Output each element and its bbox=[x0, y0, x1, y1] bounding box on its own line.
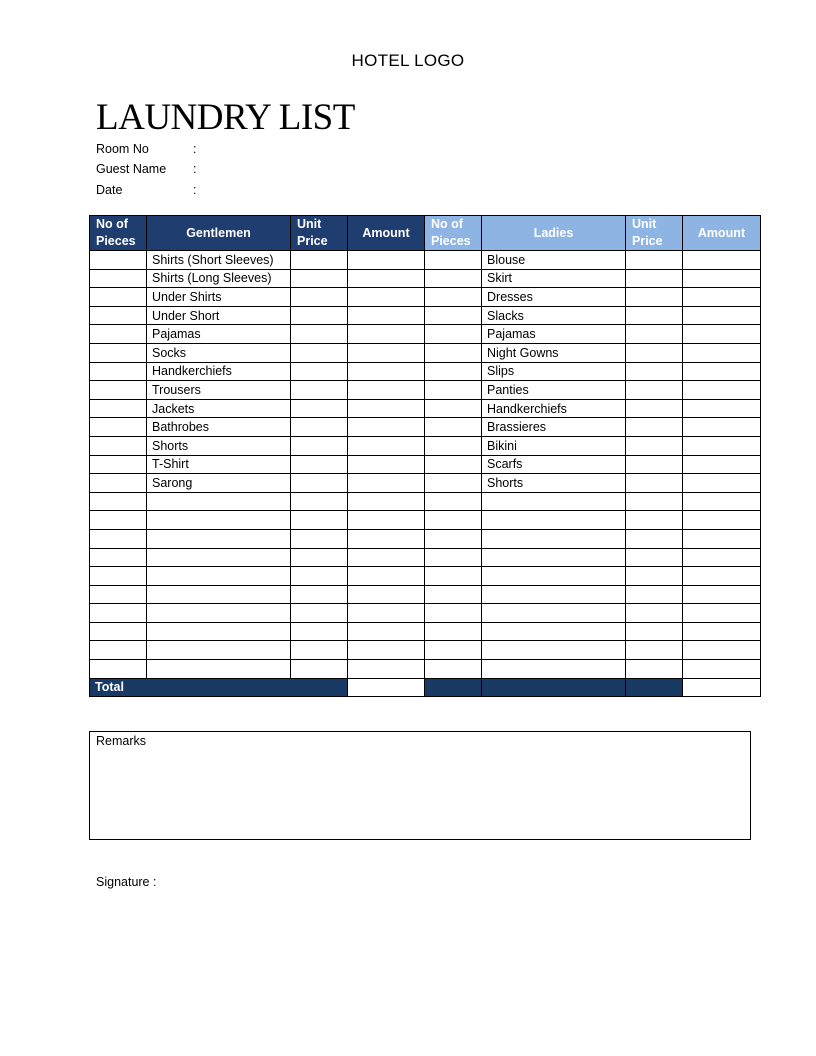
gents-amount-cell[interactable] bbox=[348, 399, 425, 418]
ladies-pieces-cell[interactable] bbox=[425, 474, 482, 493]
table-row bbox=[90, 660, 761, 679]
gents-unit-price-cell[interactable] bbox=[291, 492, 348, 511]
gents-amount-cell[interactable] bbox=[348, 604, 425, 623]
table-header-row bbox=[90, 216, 761, 251]
gents-item-cell bbox=[147, 548, 291, 567]
gents-item-cell: Under Shirts bbox=[147, 288, 291, 307]
header-gentlemen: Gentlemen bbox=[147, 216, 291, 251]
total-ladies-pieces-cell bbox=[425, 678, 482, 697]
gents-amount-cell[interactable] bbox=[348, 343, 425, 362]
table-row bbox=[90, 529, 761, 548]
remarks-box[interactable] bbox=[89, 731, 751, 840]
guest-name-row bbox=[96, 162, 196, 176]
gents-item-cell: Sarong bbox=[147, 474, 291, 493]
ladies-pieces-cell[interactable] bbox=[425, 622, 482, 641]
gents-pieces-cell[interactable] bbox=[90, 436, 147, 455]
gents-pieces-cell[interactable] bbox=[90, 660, 147, 679]
ladies-amount-cell[interactable] bbox=[683, 474, 761, 493]
table-row bbox=[90, 288, 761, 307]
ladies-item-cell: Shorts bbox=[482, 474, 626, 493]
signature-label: Signature : bbox=[96, 875, 157, 889]
gents-item-cell: Under Short bbox=[147, 306, 291, 325]
gents-pieces-cell[interactable] bbox=[90, 362, 147, 381]
gents-pieces-cell[interactable] bbox=[90, 455, 147, 474]
gents-amount-cell[interactable] bbox=[348, 585, 425, 604]
ladies-item-cell: Blouse bbox=[482, 251, 626, 270]
ladies-amount-cell[interactable] bbox=[683, 529, 761, 548]
gents-amount-cell[interactable] bbox=[348, 269, 425, 288]
ladies-item-cell: Pajamas bbox=[482, 325, 626, 344]
gents-unit-price-cell[interactable] bbox=[291, 362, 348, 381]
ladies-pieces-cell[interactable] bbox=[425, 418, 482, 437]
gents-item-cell: Handkerchiefs bbox=[147, 362, 291, 381]
table-row bbox=[90, 511, 761, 530]
ladies-item-cell bbox=[482, 604, 626, 623]
ladies-amount-cell[interactable] bbox=[683, 511, 761, 530]
ladies-pieces-cell[interactable] bbox=[425, 288, 482, 307]
header-ladies: Ladies bbox=[482, 216, 626, 251]
header-gents-unit-price: Unit Price bbox=[291, 216, 348, 251]
table-row bbox=[90, 641, 761, 660]
ladies-item-cell bbox=[482, 492, 626, 511]
table-row bbox=[90, 418, 761, 437]
header-ladies-amount: Amount bbox=[683, 216, 761, 251]
gents-pieces-cell[interactable] bbox=[90, 622, 147, 641]
gents-unit-price-cell[interactable] bbox=[291, 455, 348, 474]
gents-unit-price-cell[interactable] bbox=[291, 343, 348, 362]
table-row bbox=[90, 604, 761, 623]
ladies-unit-price-cell[interactable] bbox=[626, 641, 683, 660]
ladies-item-cell bbox=[482, 660, 626, 679]
ladies-amount-cell[interactable] bbox=[683, 362, 761, 381]
room-no-row bbox=[96, 142, 196, 156]
gents-amount-cell[interactable] bbox=[348, 641, 425, 660]
gents-item-cell: T-Shirt bbox=[147, 455, 291, 474]
ladies-pieces-cell[interactable] bbox=[425, 455, 482, 474]
gents-unit-price-cell[interactable] bbox=[291, 660, 348, 679]
page-title: LAUNDRY LIST bbox=[96, 97, 355, 138]
gents-unit-price-cell[interactable] bbox=[291, 288, 348, 307]
ladies-unit-price-cell[interactable] bbox=[626, 325, 683, 344]
ladies-item-cell bbox=[482, 567, 626, 586]
ladies-amount-cell[interactable] bbox=[683, 269, 761, 288]
gents-pieces-cell[interactable] bbox=[90, 604, 147, 623]
gents-pieces-cell[interactable] bbox=[90, 641, 147, 660]
gents-unit-price-cell[interactable] bbox=[291, 306, 348, 325]
gents-item-cell: Shirts (Long Sleeves) bbox=[147, 269, 291, 288]
gents-pieces-cell[interactable] bbox=[90, 269, 147, 288]
gents-item-cell: Jackets bbox=[147, 399, 291, 418]
gents-pieces-cell[interactable] bbox=[90, 492, 147, 511]
header-gents-amount: Amount bbox=[348, 216, 425, 251]
gents-item-cell: Pajamas bbox=[147, 325, 291, 344]
gents-pieces-cell[interactable] bbox=[90, 474, 147, 493]
ladies-unit-price-cell[interactable] bbox=[626, 288, 683, 307]
gents-item-cell bbox=[147, 622, 291, 641]
room-no-colon: : bbox=[193, 142, 197, 156]
ladies-amount-cell[interactable] bbox=[683, 567, 761, 586]
header-gents-pieces: No of Pieces bbox=[90, 216, 147, 251]
ladies-item-cell: Handkerchiefs bbox=[482, 399, 626, 418]
gents-pieces-cell[interactable] bbox=[90, 567, 147, 586]
table-row bbox=[90, 381, 761, 400]
ladies-amount-cell[interactable] bbox=[683, 343, 761, 362]
gents-unit-price-cell[interactable] bbox=[291, 548, 348, 567]
gents-amount-cell[interactable] bbox=[348, 418, 425, 437]
ladies-item-cell: Slips bbox=[482, 362, 626, 381]
gents-unit-price-cell[interactable] bbox=[291, 622, 348, 641]
ladies-item-cell bbox=[482, 529, 626, 548]
gents-item-cell bbox=[147, 585, 291, 604]
ladies-amount-cell[interactable] bbox=[683, 251, 761, 270]
ladies-pieces-cell[interactable] bbox=[425, 548, 482, 567]
gents-pieces-cell[interactable] bbox=[90, 511, 147, 530]
ladies-amount-cell[interactable] bbox=[683, 660, 761, 679]
ladies-unit-price-cell[interactable] bbox=[626, 492, 683, 511]
ladies-pieces-cell[interactable] bbox=[425, 567, 482, 586]
ladies-amount-cell[interactable] bbox=[683, 306, 761, 325]
gents-unit-price-cell[interactable] bbox=[291, 436, 348, 455]
ladies-item-cell: Brassieres bbox=[482, 418, 626, 437]
ladies-amount-cell[interactable] bbox=[683, 455, 761, 474]
date-row bbox=[96, 183, 196, 197]
gents-amount-cell[interactable] bbox=[348, 288, 425, 307]
guest-name-colon: : bbox=[193, 162, 197, 176]
total-ladies-item-cell bbox=[482, 678, 626, 697]
total-ladies-amount-cell[interactable] bbox=[683, 678, 761, 697]
ladies-pieces-cell[interactable] bbox=[425, 269, 482, 288]
gents-item-cell bbox=[147, 492, 291, 511]
table-row bbox=[90, 492, 761, 511]
gents-pieces-cell[interactable] bbox=[90, 529, 147, 548]
ladies-item-cell: Scarfs bbox=[482, 455, 626, 474]
table-row bbox=[90, 567, 761, 586]
table-row bbox=[90, 306, 761, 325]
gents-amount-cell[interactable] bbox=[348, 325, 425, 344]
ladies-pieces-cell[interactable] bbox=[425, 362, 482, 381]
ladies-unit-price-cell[interactable] bbox=[626, 604, 683, 623]
gents-unit-price-cell[interactable] bbox=[291, 641, 348, 660]
gents-item-cell: Bathrobes bbox=[147, 418, 291, 437]
ladies-item-cell: Panties bbox=[482, 381, 626, 400]
ladies-unit-price-cell[interactable] bbox=[626, 622, 683, 641]
ladies-pieces-cell[interactable] bbox=[425, 511, 482, 530]
ladies-item-cell bbox=[482, 511, 626, 530]
gents-item-cell: Shirts (Short Sleeves) bbox=[147, 251, 291, 270]
guest-name-label: Guest Name bbox=[96, 162, 167, 176]
gents-amount-cell[interactable] bbox=[348, 306, 425, 325]
date-colon: : bbox=[193, 183, 197, 197]
ladies-unit-price-cell[interactable] bbox=[626, 436, 683, 455]
ladies-amount-cell[interactable] bbox=[683, 418, 761, 437]
gents-item-cell bbox=[147, 567, 291, 586]
ladies-item-cell bbox=[482, 622, 626, 641]
ladies-pieces-cell[interactable] bbox=[425, 436, 482, 455]
total-row bbox=[90, 678, 761, 697]
ladies-unit-price-cell[interactable] bbox=[626, 306, 683, 325]
ladies-amount-cell[interactable] bbox=[683, 492, 761, 511]
gents-amount-cell[interactable] bbox=[348, 381, 425, 400]
hotel-logo-placeholder: HOTEL LOGO bbox=[351, 51, 465, 70]
gents-amount-cell[interactable] bbox=[348, 529, 425, 548]
ladies-item-cell: Bikini bbox=[482, 436, 626, 455]
ladies-amount-cell[interactable] bbox=[683, 436, 761, 455]
gents-unit-price-cell[interactable] bbox=[291, 269, 348, 288]
ladies-pieces-cell[interactable] bbox=[425, 492, 482, 511]
ladies-pieces-cell[interactable] bbox=[425, 306, 482, 325]
table-row bbox=[90, 455, 761, 474]
ladies-pieces-cell[interactable] bbox=[425, 641, 482, 660]
ladies-unit-price-cell[interactable] bbox=[626, 529, 683, 548]
header-ladies-pieces: No of Pieces bbox=[425, 216, 482, 251]
gents-amount-cell[interactable] bbox=[348, 362, 425, 381]
gents-pieces-cell[interactable] bbox=[90, 288, 147, 307]
ladies-unit-price-cell[interactable] bbox=[626, 548, 683, 567]
gents-unit-price-cell[interactable] bbox=[291, 399, 348, 418]
gents-item-cell bbox=[147, 511, 291, 530]
gents-pieces-cell[interactable] bbox=[90, 325, 147, 344]
gents-pieces-cell[interactable] bbox=[90, 585, 147, 604]
ladies-unit-price-cell[interactable] bbox=[626, 511, 683, 530]
ladies-unit-price-cell[interactable] bbox=[626, 567, 683, 586]
gents-pieces-cell[interactable] bbox=[90, 306, 147, 325]
ladies-amount-cell[interactable] bbox=[683, 585, 761, 604]
header-ladies-unit-price: Unit Price bbox=[626, 216, 683, 251]
gents-unit-price-cell[interactable] bbox=[291, 381, 348, 400]
gents-pieces-cell[interactable] bbox=[90, 418, 147, 437]
gents-unit-price-cell[interactable] bbox=[291, 325, 348, 344]
room-no-label: Room No bbox=[96, 142, 149, 156]
ladies-amount-cell[interactable] bbox=[683, 641, 761, 660]
table-row bbox=[90, 585, 761, 604]
table-row bbox=[90, 474, 761, 493]
gents-item-cell bbox=[147, 660, 291, 679]
ladies-pieces-cell[interactable] bbox=[425, 343, 482, 362]
gents-unit-price-cell[interactable] bbox=[291, 418, 348, 437]
gents-item-cell: Socks bbox=[147, 343, 291, 362]
ladies-item-cell: Dresses bbox=[482, 288, 626, 307]
table-row bbox=[90, 436, 761, 455]
total-ladies-unit-price-cell bbox=[626, 678, 683, 697]
gents-unit-price-cell[interactable] bbox=[291, 511, 348, 530]
remarks-label: Remarks bbox=[96, 734, 147, 748]
ladies-pieces-cell[interactable] bbox=[425, 660, 482, 679]
ladies-pieces-cell[interactable] bbox=[425, 604, 482, 623]
table-row bbox=[90, 269, 761, 288]
ladies-amount-cell[interactable] bbox=[683, 548, 761, 567]
ladies-unit-price-cell[interactable] bbox=[626, 269, 683, 288]
gents-item-cell: Trousers bbox=[147, 381, 291, 400]
ladies-item-cell: Skirt bbox=[482, 269, 626, 288]
ladies-unit-price-cell[interactable] bbox=[626, 660, 683, 679]
ladies-unit-price-cell[interactable] bbox=[626, 418, 683, 437]
ladies-unit-price-cell[interactable] bbox=[626, 455, 683, 474]
gents-amount-cell[interactable] bbox=[348, 455, 425, 474]
ladies-pieces-cell[interactable] bbox=[425, 529, 482, 548]
table-row bbox=[90, 325, 761, 344]
ladies-pieces-cell[interactable] bbox=[425, 381, 482, 400]
ladies-item-cell bbox=[482, 641, 626, 660]
ladies-unit-price-cell[interactable] bbox=[626, 343, 683, 362]
ladies-item-cell: Slacks bbox=[482, 306, 626, 325]
gents-item-cell bbox=[147, 604, 291, 623]
gents-pieces-cell[interactable] bbox=[90, 548, 147, 567]
gents-pieces-cell[interactable] bbox=[90, 399, 147, 418]
table-row bbox=[90, 362, 761, 381]
ladies-item-cell bbox=[482, 585, 626, 604]
gents-pieces-cell[interactable] bbox=[90, 381, 147, 400]
ladies-unit-price-cell[interactable] bbox=[626, 585, 683, 604]
gents-pieces-cell[interactable] bbox=[90, 343, 147, 362]
table-row bbox=[90, 548, 761, 567]
gents-item-cell bbox=[147, 529, 291, 548]
table-row bbox=[90, 399, 761, 418]
ladies-pieces-cell[interactable] bbox=[425, 585, 482, 604]
laundry-table bbox=[89, 215, 761, 697]
ladies-pieces-cell[interactable] bbox=[425, 399, 482, 418]
date-label: Date bbox=[96, 183, 123, 197]
gents-unit-price-cell[interactable] bbox=[291, 474, 348, 493]
total-gents-amount-cell[interactable] bbox=[348, 678, 425, 697]
ladies-unit-price-cell[interactable] bbox=[626, 381, 683, 400]
total-label: Total bbox=[90, 678, 348, 697]
gents-unit-price-cell[interactable] bbox=[291, 604, 348, 623]
gents-amount-cell[interactable] bbox=[348, 492, 425, 511]
ladies-unit-price-cell[interactable] bbox=[626, 399, 683, 418]
ladies-unit-price-cell[interactable] bbox=[626, 474, 683, 493]
ladies-unit-price-cell[interactable] bbox=[626, 362, 683, 381]
gents-amount-cell[interactable] bbox=[348, 511, 425, 530]
table-row bbox=[90, 251, 761, 270]
gents-amount-cell[interactable] bbox=[348, 251, 425, 270]
ladies-amount-cell[interactable] bbox=[683, 604, 761, 623]
table-row bbox=[90, 343, 761, 362]
ladies-unit-price-cell[interactable] bbox=[626, 251, 683, 270]
gents-pieces-cell[interactable] bbox=[90, 251, 147, 270]
gents-amount-cell[interactable] bbox=[348, 660, 425, 679]
gents-amount-cell[interactable] bbox=[348, 567, 425, 586]
gents-amount-cell[interactable] bbox=[348, 622, 425, 641]
ladies-amount-cell[interactable] bbox=[683, 399, 761, 418]
ladies-pieces-cell[interactable] bbox=[425, 325, 482, 344]
gents-item-cell: Shorts bbox=[147, 436, 291, 455]
ladies-amount-cell[interactable] bbox=[683, 381, 761, 400]
gents-amount-cell[interactable] bbox=[348, 548, 425, 567]
table-row bbox=[90, 622, 761, 641]
ladies-amount-cell[interactable] bbox=[683, 288, 761, 307]
ladies-amount-cell[interactable] bbox=[683, 325, 761, 344]
ladies-pieces-cell[interactable] bbox=[425, 251, 482, 270]
gents-unit-price-cell[interactable] bbox=[291, 251, 348, 270]
gents-amount-cell[interactable] bbox=[348, 436, 425, 455]
gents-amount-cell[interactable] bbox=[348, 474, 425, 493]
gents-item-cell bbox=[147, 641, 291, 660]
gents-unit-price-cell[interactable] bbox=[291, 585, 348, 604]
gents-unit-price-cell[interactable] bbox=[291, 529, 348, 548]
gents-unit-price-cell[interactable] bbox=[291, 567, 348, 586]
ladies-item-cell: Night Gowns bbox=[482, 343, 626, 362]
ladies-item-cell bbox=[482, 548, 626, 567]
ladies-amount-cell[interactable] bbox=[683, 622, 761, 641]
